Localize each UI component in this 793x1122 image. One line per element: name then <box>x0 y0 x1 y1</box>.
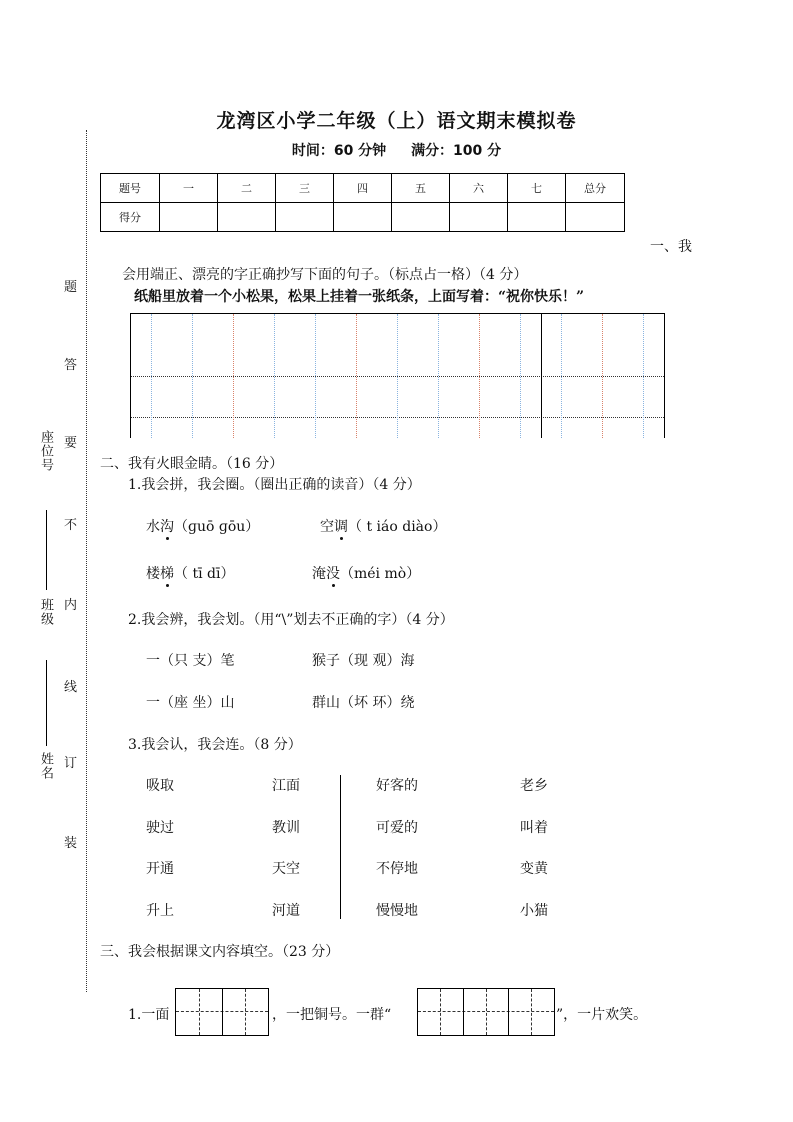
fill-suffix: ”，一片欢笑。 <box>556 1007 648 1023</box>
q3-title: 3.我会认，我会连。（8 分） <box>128 737 302 753</box>
match-word[interactable]: 可爱的 <box>376 820 418 836</box>
q2-title: 2.我会辨，我会划。（用“\”划去不正确的字）（4 分） <box>128 612 454 628</box>
pinyin-options[interactable]: （ tī dī） <box>174 566 235 582</box>
table-header-cell: 二 <box>218 174 276 203</box>
score-cell[interactable] <box>392 203 450 232</box>
match-word[interactable]: 江面 <box>272 778 300 794</box>
pinyin-options[interactable]: （ t iáo diào） <box>348 519 447 535</box>
score-cell[interactable] <box>160 203 218 232</box>
match-word[interactable]: 叫着 <box>520 820 548 836</box>
table-header-cell: 六 <box>450 174 508 203</box>
page-title: 龙湾区小学二年级（上）语文期末模拟卷 <box>216 110 577 132</box>
grid-column-line <box>192 314 193 438</box>
score-cell[interactable] <box>334 203 392 232</box>
pinyin-target-char: 梯 <box>160 563 174 583</box>
score-cell[interactable] <box>566 203 625 232</box>
match-word[interactable]: 好客的 <box>376 778 418 794</box>
margin-warning-char: 装 <box>64 836 78 851</box>
score-row-label: 得分 <box>101 203 160 232</box>
score-table-header-row <box>101 174 625 203</box>
grid-column-line <box>315 314 316 438</box>
table-header-cell: 四 <box>334 174 392 203</box>
choice-item[interactable]: 群山（坏 环）绕 <box>312 695 415 711</box>
section1-instruction: 会用端正、漂亮的字正确抄写下面的句子。（标点占一格）（4 分） <box>122 267 528 283</box>
pinyin-target-char: 没 <box>326 563 340 583</box>
pinyin-options[interactable]: （ɡuō ɡōu） <box>174 519 260 535</box>
grid-column-line <box>397 314 398 438</box>
page-subtitle <box>0 140 793 160</box>
copy-writing-grid[interactable] <box>130 313 665 438</box>
matching-divider <box>340 775 341 919</box>
name-label: 姓名 <box>38 752 53 780</box>
section2-heading: 二、我有火眼金睛。（16 分） <box>100 456 284 472</box>
margin-warning-char: 要 <box>64 436 78 451</box>
score-cell[interactable] <box>450 203 508 232</box>
class-label: 班级 <box>38 598 53 626</box>
grid-column-line <box>274 314 275 438</box>
match-word[interactable]: 升上 <box>146 903 174 919</box>
pinyin-word: 楼 <box>146 566 160 582</box>
pinyin-target-char: 沟 <box>160 516 174 536</box>
margin-warning-char: 题 <box>64 280 78 295</box>
pinyin-word: 淹 <box>312 566 326 582</box>
class-blank-line <box>46 510 47 590</box>
table-header-cell: 题号 <box>101 174 160 203</box>
score-table-score-row <box>101 203 625 232</box>
match-word[interactable]: 不停地 <box>376 861 418 877</box>
match-word[interactable]: 吸取 <box>146 778 174 794</box>
table-header-cell: 一 <box>160 174 218 203</box>
section3-heading: 三、我会根据课文内容填空。（23 分） <box>100 944 340 960</box>
section1-sentence: 纸船里放着一个小松果，松果上挂着一张纸条，上面写着：“祝你快乐！” <box>134 289 585 305</box>
score-cell[interactable] <box>218 203 276 232</box>
full-score: 满分：100 分 <box>411 143 502 159</box>
grid-column-line <box>643 314 644 438</box>
grid-column-line <box>233 314 234 438</box>
score-table <box>100 173 625 232</box>
match-word[interactable]: 老乡 <box>520 778 548 794</box>
pinyin-target-char: 调 <box>334 516 348 536</box>
table-header-cell: 五 <box>392 174 450 203</box>
pinyin-word: 空 <box>320 519 334 535</box>
margin-warning-char: 线 <box>64 680 78 695</box>
pinyin-options[interactable]: （méi mò） <box>340 566 421 582</box>
pinyin-item <box>146 516 259 536</box>
binding-dotted-line <box>86 130 87 992</box>
table-header-cell: 总分 <box>566 174 625 203</box>
grid-column-line <box>561 314 562 438</box>
time-limit: 时间：60 分钟 <box>291 143 387 159</box>
pinyin-word: 水 <box>146 519 160 535</box>
box-guide <box>440 989 441 1035</box>
table-header-cell: 七 <box>508 174 566 203</box>
seat-label: 座位号 <box>38 430 53 472</box>
match-word[interactable]: 天空 <box>272 861 300 877</box>
match-word[interactable]: 河道 <box>272 903 300 919</box>
section1-heading: 一、我 <box>650 239 692 255</box>
match-word[interactable]: 开通 <box>146 861 174 877</box>
fill-prefix: 1.一面 <box>128 1007 170 1023</box>
box-guide <box>199 989 200 1035</box>
box-guide <box>245 989 246 1035</box>
choice-item[interactable]: 一（只 支）笔 <box>146 653 235 669</box>
grid-column-line <box>356 314 357 438</box>
table-header-cell: 三 <box>276 174 334 203</box>
grid-column-line <box>479 314 480 438</box>
fill-middle: ，一把铜号。一群“ <box>272 1007 392 1023</box>
box-cell-border <box>463 989 464 1035</box>
fill-in-box[interactable] <box>417 988 555 1036</box>
name-blank-line <box>46 660 47 746</box>
grid-column-line <box>602 314 603 438</box>
choice-item[interactable]: 猴子（现 观）海 <box>312 653 415 669</box>
q1-title: 1.我会拼，我会圈。（圈出正确的读音）（4 分） <box>128 477 421 493</box>
margin-warning-char: 订 <box>64 756 78 771</box>
margin-warning-char: 答 <box>64 358 78 373</box>
box-cell-border <box>222 989 223 1035</box>
box-guide <box>486 989 487 1035</box>
pinyin-item <box>146 563 234 583</box>
margin-warning-char: 不 <box>64 518 78 533</box>
grid-divider-line <box>541 314 542 438</box>
grid-column-line <box>438 314 439 438</box>
match-word[interactable]: 驶过 <box>146 820 174 836</box>
pinyin-item <box>320 516 446 536</box>
match-word[interactable]: 慢慢地 <box>376 903 418 919</box>
box-guide <box>531 989 532 1035</box>
match-word[interactable]: 小猫 <box>520 903 548 919</box>
pinyin-item <box>312 563 420 583</box>
choice-item[interactable]: 一（座 坐）山 <box>146 695 235 711</box>
fill-in-box[interactable] <box>175 988 269 1036</box>
grid-column-line <box>520 314 521 438</box>
box-cell-border <box>508 989 509 1035</box>
margin-warning-char: 内 <box>64 598 78 613</box>
match-word[interactable]: 变黄 <box>520 861 548 877</box>
match-word[interactable]: 教训 <box>272 820 300 836</box>
grid-column-line <box>151 314 152 438</box>
score-cell[interactable] <box>276 203 334 232</box>
score-cell[interactable] <box>508 203 566 232</box>
